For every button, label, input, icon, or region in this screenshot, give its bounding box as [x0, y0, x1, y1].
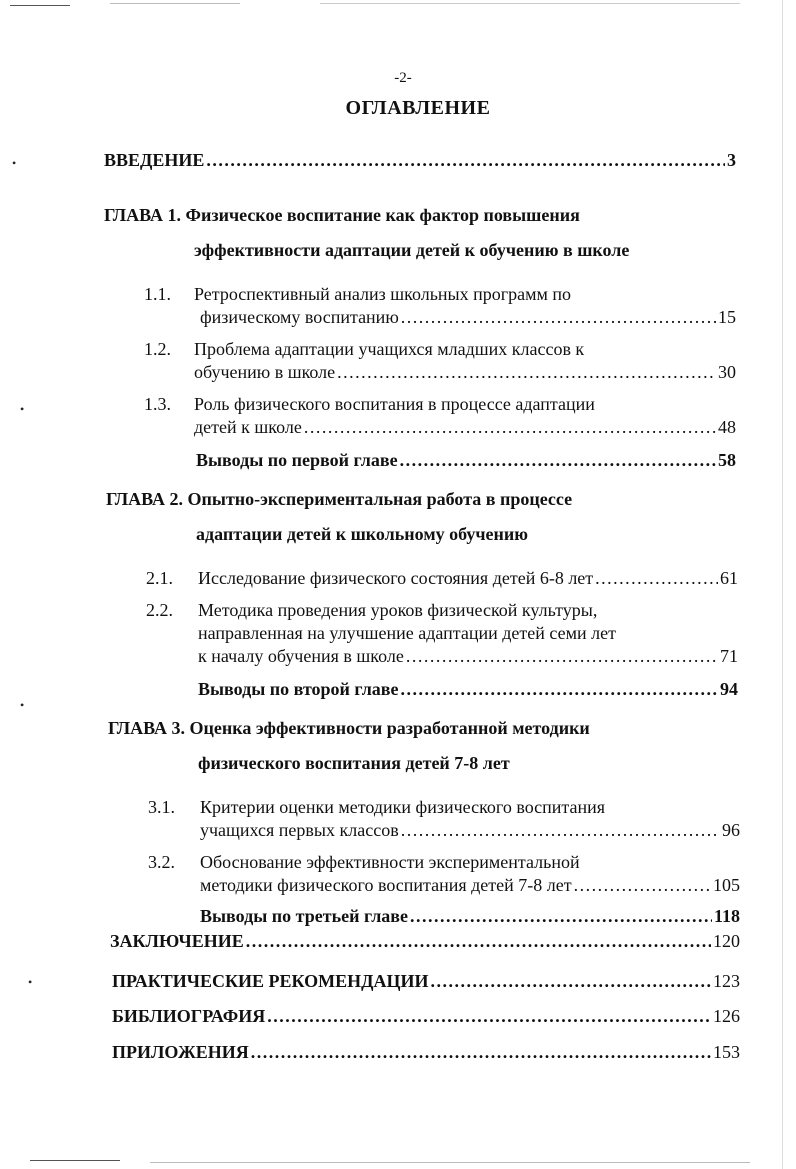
- entry-label: Выводы по второй главе: [198, 679, 399, 699]
- scan-top-rule: [320, 3, 740, 4]
- page-number: -2-: [394, 70, 412, 86]
- entry-label: ПРАКТИЧЕСКИЕ РЕКОМЕНДАЦИИ: [112, 971, 429, 991]
- section-title[interactable]: Проблема адаптации учащихся младших классов к: [194, 339, 585, 359]
- entry-page: 123: [713, 971, 740, 991]
- toc-entry-conclusion-3[interactable]: [200, 906, 740, 927]
- entry-label: БИБЛИОГРАФИЯ: [112, 1006, 266, 1026]
- leader-dots: [401, 307, 716, 328]
- toc-entry-bibliography[interactable]: [112, 1006, 740, 1027]
- entry-page: 96: [722, 820, 740, 840]
- toc-entry-conclusion-2[interactable]: [198, 679, 738, 700]
- toc-entry-appendices[interactable]: [112, 1042, 740, 1063]
- margin-dot: •: [20, 698, 25, 712]
- entry-label: ВВЕДЕНИЕ: [104, 150, 205, 170]
- entry-page: 3: [727, 150, 736, 170]
- entry-label: к началу обучения в школе: [198, 646, 404, 666]
- toc-entry-conclusion-1[interactable]: [196, 450, 736, 471]
- chapter-2-title[interactable]: ГЛАВА 2. Опытно-экспериментальная работа в процессе: [106, 489, 573, 509]
- toc-entry-conclusion[interactable]: [110, 931, 740, 952]
- toc-entry-2-2[interactable]: [198, 646, 738, 667]
- section-number: 2.2.: [146, 600, 173, 620]
- entry-page: 105: [713, 875, 740, 895]
- entry-label: [146, 568, 593, 589]
- entry-page: 120: [713, 931, 740, 951]
- toc-entry-1-3[interactable]: [194, 417, 736, 438]
- leader-dots: [401, 679, 719, 700]
- entry-label: ПРИЛОЖЕНИЯ: [112, 1042, 249, 1062]
- entry-label: учащихся первых классов: [200, 820, 399, 840]
- section-title[interactable]: Ретроспективный анализ школьных программ по: [194, 284, 572, 304]
- entry-page: 30: [718, 362, 736, 382]
- entry-label: обучению в школе: [194, 362, 336, 382]
- leader-dots: [267, 1006, 711, 1027]
- section-title[interactable]: Роль физического воспитания в процессе адаптации: [194, 394, 595, 414]
- toc-entry-1-2[interactable]: [194, 362, 736, 383]
- scan-top-rule: [110, 3, 240, 4]
- entry-page: 48: [718, 417, 736, 437]
- entry-page: 15: [718, 307, 736, 327]
- section-title-cont: направленная на улучшение адаптации детей семи лет: [198, 623, 616, 643]
- section-number: 1.3.: [144, 394, 171, 414]
- toc-heading: ОГЛАВЛЕНИЕ: [345, 97, 491, 119]
- toc-entry-recommendations[interactable]: [112, 971, 740, 992]
- entry-page: 126: [713, 1006, 740, 1026]
- leader-dots: [574, 875, 711, 896]
- leader-dots: [431, 971, 711, 992]
- entry-label: детей к школе: [194, 417, 302, 437]
- section-number: 3.1.: [148, 797, 175, 817]
- leader-dots: [410, 906, 712, 927]
- section-number: 1.1.: [144, 284, 171, 304]
- leader-dots: [251, 1042, 711, 1063]
- chapter-1-title[interactable]: ГЛАВА 1. Физическое воспитание как фактор повышения: [104, 205, 580, 225]
- leader-dots: [401, 820, 720, 841]
- leader-dots: [246, 931, 711, 952]
- entry-label: методики физического воспитания детей 7-8 лет: [200, 875, 572, 895]
- section-number: 3.2.: [148, 852, 175, 872]
- margin-dot: •: [12, 156, 17, 170]
- entry-label: Выводы по первой главе: [196, 450, 398, 470]
- entry-page: 153: [713, 1042, 740, 1062]
- entry-page: 61: [720, 568, 738, 588]
- chapter-2-title-cont: адаптации детей к школьному обучению: [196, 524, 529, 544]
- toc-entry-2-1[interactable]: [146, 568, 738, 589]
- entry-page: 94: [720, 679, 738, 699]
- chapter-3-title[interactable]: ГЛАВА 3. Оценка эффективности разработанной методики: [108, 718, 590, 738]
- section-number: 1.2.: [144, 339, 171, 359]
- leader-dots: [400, 450, 716, 471]
- margin-dot: •: [20, 402, 25, 416]
- section-title: Исследование физического состояния детей 6-8 лет: [198, 568, 594, 588]
- scan-top-rule: [10, 5, 70, 6]
- leader-dots: [206, 150, 725, 171]
- section-title[interactable]: Критерии оценки методики физического воспитания: [200, 797, 606, 817]
- margin-dot: •: [28, 975, 33, 989]
- entry-label: Выводы по третьей главе: [200, 906, 409, 926]
- leader-dots: [595, 568, 718, 589]
- entry-page: 118: [713, 906, 740, 926]
- chapter-1-title-cont: эффективности адаптации детей к обучению в школе: [194, 240, 630, 260]
- section-title[interactable]: Методика проведения уроков физической культуры,: [198, 600, 598, 620]
- toc-entry-3-2[interactable]: [200, 875, 740, 896]
- toc-entry-3-1[interactable]: [200, 820, 740, 841]
- entry-label: ЗАКЛЮЧЕНИЕ: [110, 931, 244, 951]
- entry-page: 71: [720, 646, 738, 666]
- entry-label: физическому воспитанию: [200, 307, 399, 327]
- leader-dots: [406, 646, 718, 667]
- entry-page: 58: [718, 450, 736, 470]
- scan-edge-line: [782, 0, 783, 1169]
- chapter-3-title-cont: физического воспитания детей 7-8 лет: [198, 753, 510, 773]
- section-title[interactable]: Обоснование эффективности экспериментальной: [200, 852, 580, 872]
- leader-dots: [337, 362, 716, 383]
- toc-entry-intro[interactable]: [104, 150, 736, 171]
- scan-bottom-rule: [150, 1162, 750, 1163]
- toc-entry-1-1[interactable]: [200, 307, 736, 328]
- leader-dots: [304, 417, 716, 438]
- section-number: 2.1.: [146, 568, 173, 588]
- scan-bottom-rule: [30, 1160, 120, 1161]
